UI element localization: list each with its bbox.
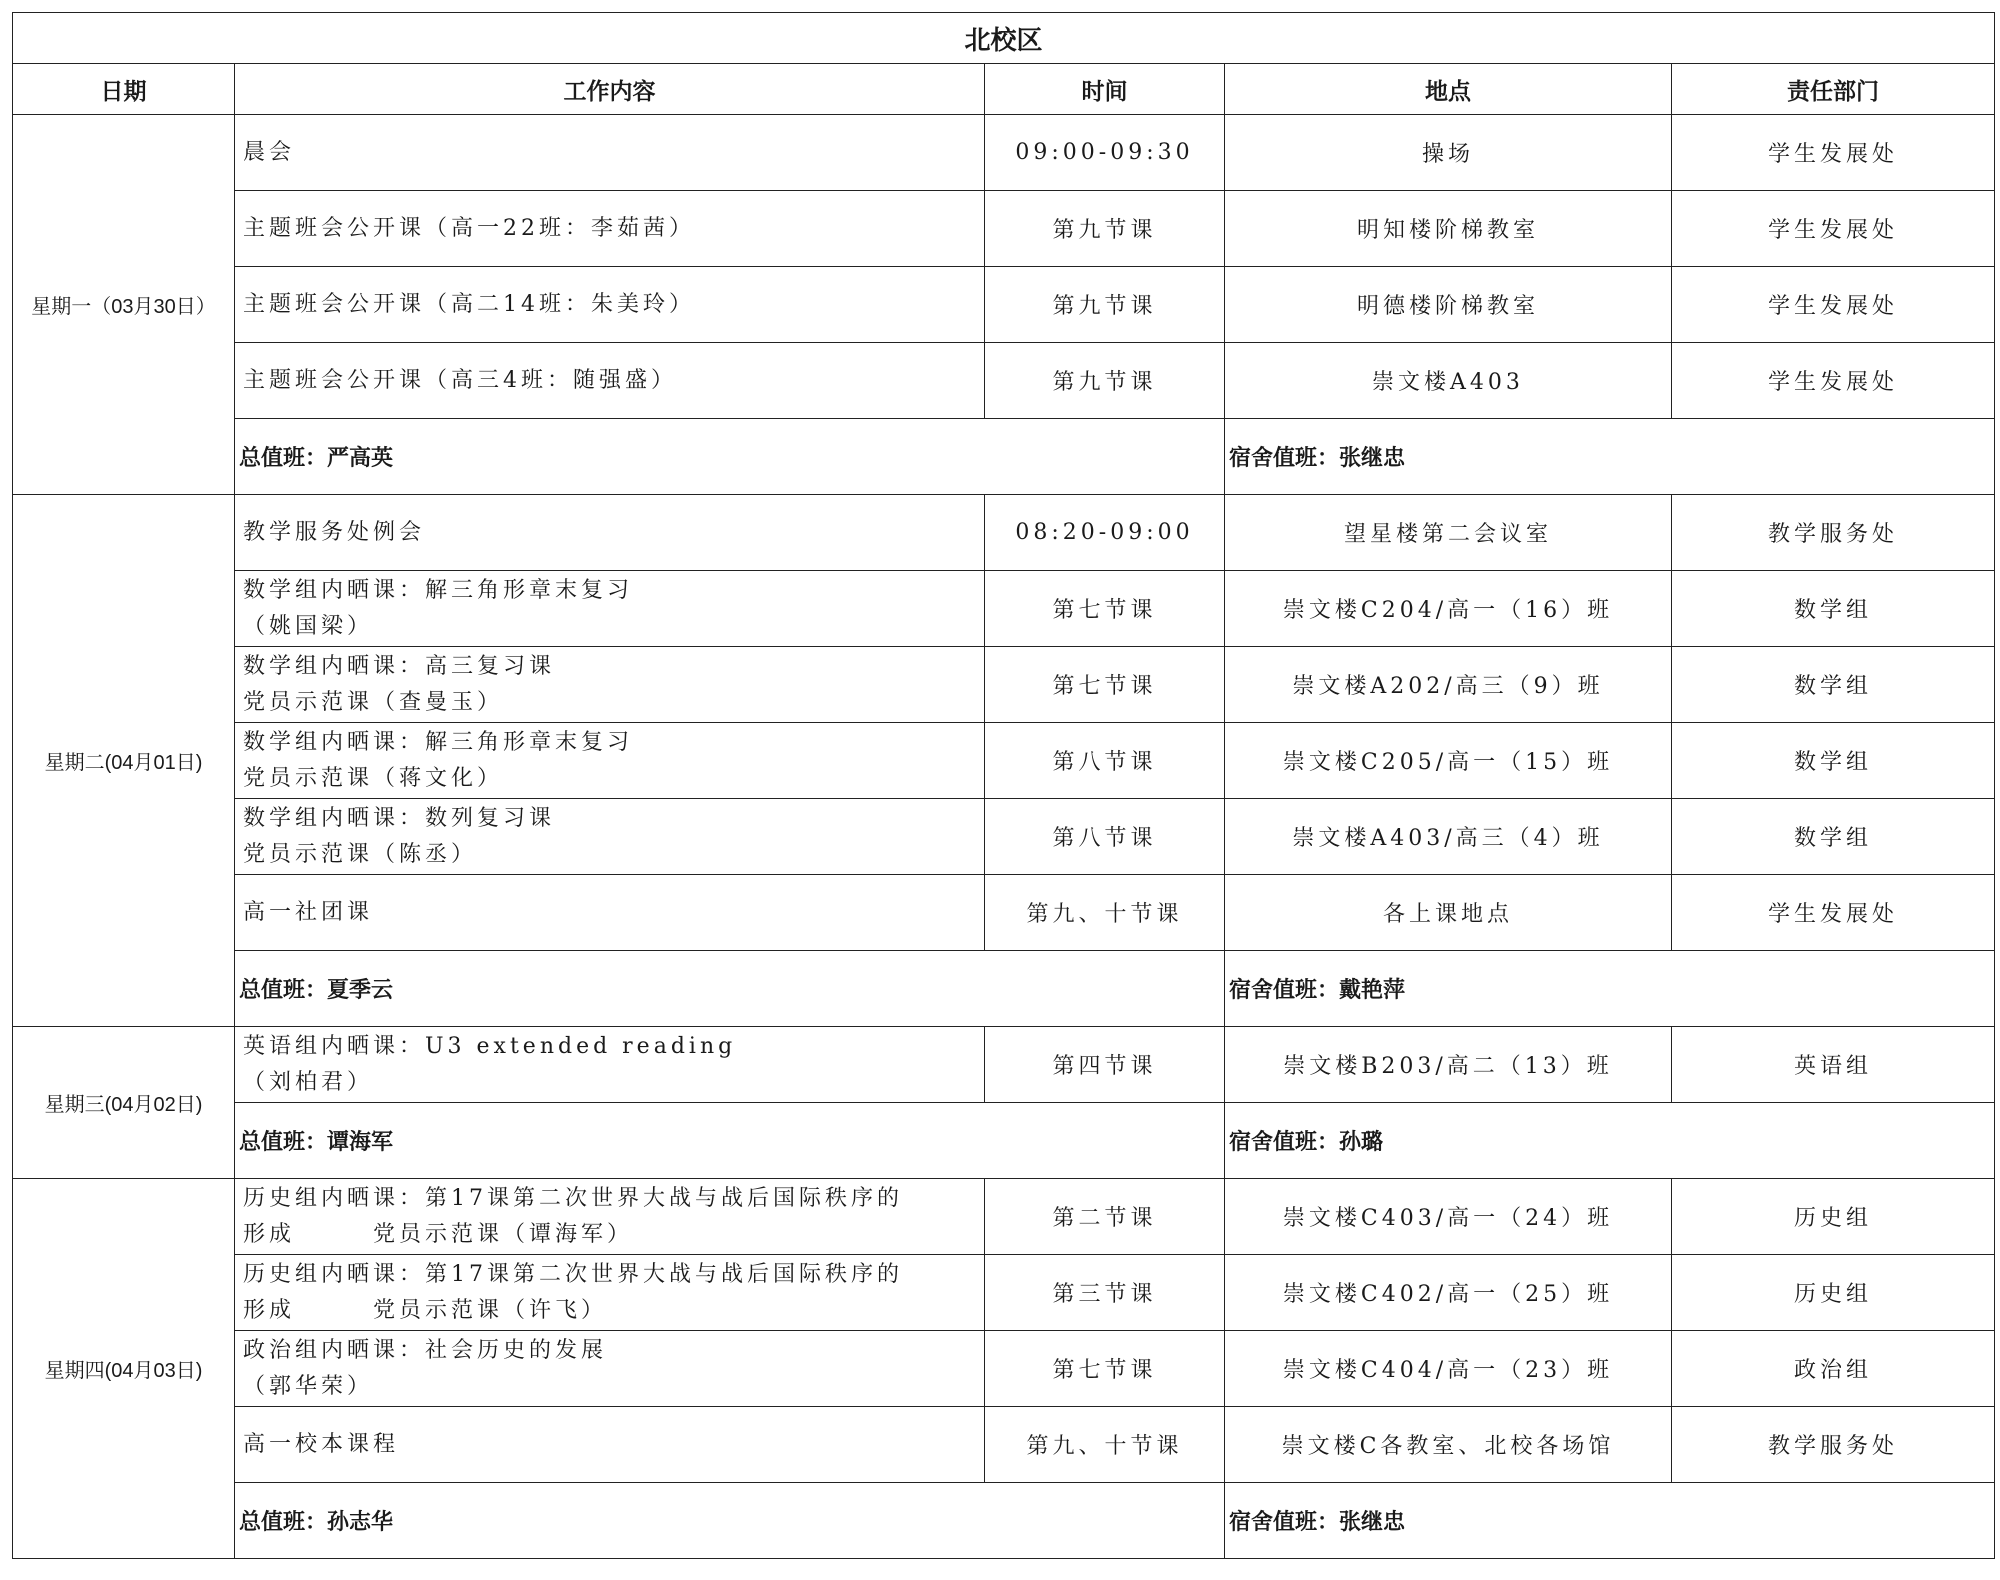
schedule-row <box>13 1331 1995 1407</box>
work-content <box>235 191 985 267</box>
work-content <box>235 723 985 799</box>
work-content <box>235 875 985 951</box>
work-time: 第九节课 <box>985 267 1225 343</box>
work-dept: 历史组 <box>1672 1255 1995 1331</box>
general-duty: 总值班：严高英 <box>235 419 1225 495</box>
header-date: 日期 <box>13 64 235 115</box>
work-content <box>235 115 985 191</box>
work-time: 第二节课 <box>985 1179 1225 1255</box>
work-dept: 历史组 <box>1672 1179 1995 1255</box>
work-time: 第八节课 <box>985 799 1225 875</box>
work-time: 第四节课 <box>985 1027 1225 1103</box>
work-time: 第九节课 <box>985 343 1225 419</box>
work-line: 形成 党员示范课（许飞） <box>243 1297 608 1323</box>
work-place: 明德楼阶梯教室 <box>1225 267 1672 343</box>
work-place: 崇文楼C205/高一（15）班 <box>1225 723 1672 799</box>
work-line: 数学组内晒课：解三角形章末复习 <box>243 577 634 603</box>
duty-row <box>13 419 1995 495</box>
work-line: 数学组内晒课：数列复习课 <box>243 805 556 831</box>
schedule-row <box>13 1027 1995 1103</box>
work-line: 历史组内晒课：第17课第二次世界大战与战后国际秩序的 <box>243 1185 903 1211</box>
work-place: 操场 <box>1225 115 1672 191</box>
work-content <box>235 1255 985 1331</box>
schedule-row <box>13 799 1995 875</box>
work-dept: 学生发展处 <box>1672 191 1995 267</box>
duty-row <box>13 1483 1995 1559</box>
schedule-table <box>12 12 1995 1559</box>
work-time: 第九节课 <box>985 191 1225 267</box>
work-line: （姚国梁） <box>243 613 374 639</box>
duty-row <box>13 1103 1995 1179</box>
schedule-row <box>13 343 1995 419</box>
work-content <box>235 799 985 875</box>
work-place: 崇文楼C各教室、北校各场馆 <box>1225 1407 1672 1483</box>
work-content <box>235 343 985 419</box>
work-time: 第七节课 <box>985 1331 1225 1407</box>
work-dept: 学生发展处 <box>1672 343 1995 419</box>
work-place: 崇文楼B203/高二（13）班 <box>1225 1027 1672 1103</box>
work-line: 教学服务处例会 <box>243 519 426 545</box>
work-time: 09:00-09:30 <box>985 115 1225 191</box>
work-line: 政治组内晒课：社会历史的发展 <box>243 1337 608 1363</box>
work-time: 第三节课 <box>985 1255 1225 1331</box>
work-line: 英语组内晒课：U3 extended reading <box>243 1033 737 1059</box>
work-content <box>235 267 985 343</box>
schedule-row <box>13 723 1995 799</box>
work-dept: 学生发展处 <box>1672 267 1995 343</box>
work-line: 数学组内晒课：高三复习课 <box>243 653 556 679</box>
work-place: 崇文楼A403 <box>1225 343 1672 419</box>
work-line: 党员示范课（陈丞） <box>243 841 478 867</box>
work-dept: 数学组 <box>1672 571 1995 647</box>
duty-row <box>13 951 1995 1027</box>
work-line: 党员示范课（蒋文化） <box>243 765 504 791</box>
work-dept: 学生发展处 <box>1672 875 1995 951</box>
work-line: （郭华荣） <box>243 1373 374 1399</box>
work-place: 望星楼第二会议室 <box>1225 495 1672 571</box>
work-dept: 数学组 <box>1672 723 1995 799</box>
general-duty: 总值班：夏季云 <box>235 951 1225 1027</box>
work-dept: 政治组 <box>1672 1331 1995 1407</box>
schedule-row <box>13 875 1995 951</box>
work-content <box>235 647 985 723</box>
header-place: 地点 <box>1225 64 1672 115</box>
work-content <box>235 1407 985 1483</box>
work-place: 崇文楼C402/高一（25）班 <box>1225 1255 1672 1331</box>
schedule-row <box>13 571 1995 647</box>
dorm-duty: 宿舍值班：孙璐 <box>1225 1103 1995 1179</box>
work-line: 主题班会公开课（高一22班：李茹茜） <box>243 215 695 241</box>
day-date: 星期四(04月03日) <box>13 1179 235 1559</box>
work-line: （刘柏君） <box>243 1069 374 1095</box>
work-content <box>235 1027 985 1103</box>
general-duty: 总值班：谭海军 <box>235 1103 1225 1179</box>
schedule-row <box>13 115 1995 191</box>
work-line: 高一校本课程 <box>243 1431 400 1457</box>
dorm-duty: 宿舍值班：张继忠 <box>1225 419 1995 495</box>
work-line: 历史组内晒课：第17课第二次世界大战与战后国际秩序的 <box>243 1261 903 1287</box>
work-line: 主题班会公开课（高二14班：朱美玲） <box>243 291 695 317</box>
work-dept: 教学服务处 <box>1672 495 1995 571</box>
work-line: 形成 党员示范课（谭海军） <box>243 1221 634 1247</box>
day-date: 星期三(04月02日) <box>13 1027 235 1179</box>
work-time: 08:20-09:00 <box>985 495 1225 571</box>
schedule-row <box>13 647 1995 723</box>
schedule-body <box>13 115 1995 1559</box>
schedule-row <box>13 1179 1995 1255</box>
work-dept: 学生发展处 <box>1672 115 1995 191</box>
work-time: 第八节课 <box>985 723 1225 799</box>
header-work: 工作内容 <box>235 64 985 115</box>
header-dept: 责任部门 <box>1672 64 1995 115</box>
work-content <box>235 1331 985 1407</box>
work-place: 崇文楼C403/高一（24）班 <box>1225 1179 1672 1255</box>
work-line: 晨会 <box>243 139 296 165</box>
work-place: 崇文楼A202/高三（9）班 <box>1225 647 1672 723</box>
work-content <box>235 495 985 571</box>
work-line: 党员示范课（查曼玉） <box>243 689 504 715</box>
work-time: 第九、十节课 <box>985 1407 1225 1483</box>
dorm-duty: 宿舍值班：戴艳萍 <box>1225 951 1995 1027</box>
header-time: 时间 <box>985 64 1225 115</box>
schedule-row <box>13 1407 1995 1483</box>
work-line: 高一社团课 <box>243 899 374 925</box>
work-dept: 数学组 <box>1672 799 1995 875</box>
work-line: 数学组内晒课：解三角形章末复习 <box>243 729 634 755</box>
schedule-row <box>13 191 1995 267</box>
campus-title: 北校区 <box>13 13 1995 64</box>
work-time: 第七节课 <box>985 647 1225 723</box>
work-dept: 英语组 <box>1672 1027 1995 1103</box>
dorm-duty: 宿舍值班：张继忠 <box>1225 1483 1995 1559</box>
work-dept: 教学服务处 <box>1672 1407 1995 1483</box>
work-content <box>235 1179 985 1255</box>
general-duty: 总值班：孙志华 <box>235 1483 1225 1559</box>
work-place: 各上课地点 <box>1225 875 1672 951</box>
work-time: 第七节课 <box>985 571 1225 647</box>
work-line: 主题班会公开课（高三4班：随强盛） <box>243 367 677 393</box>
work-place: 崇文楼C404/高一（23）班 <box>1225 1331 1672 1407</box>
work-place: 崇文楼A403/高三（4）班 <box>1225 799 1672 875</box>
work-content <box>235 571 985 647</box>
work-place: 崇文楼C204/高一（16）班 <box>1225 571 1672 647</box>
work-time: 第九、十节课 <box>985 875 1225 951</box>
day-date: 星期一（03月30日） <box>13 115 235 495</box>
schedule-row <box>13 495 1995 571</box>
work-place: 明知楼阶梯教室 <box>1225 191 1672 267</box>
work-dept: 数学组 <box>1672 647 1995 723</box>
schedule-row <box>13 267 1995 343</box>
schedule-row <box>13 1255 1995 1331</box>
day-date: 星期二(04月01日) <box>13 495 235 1027</box>
